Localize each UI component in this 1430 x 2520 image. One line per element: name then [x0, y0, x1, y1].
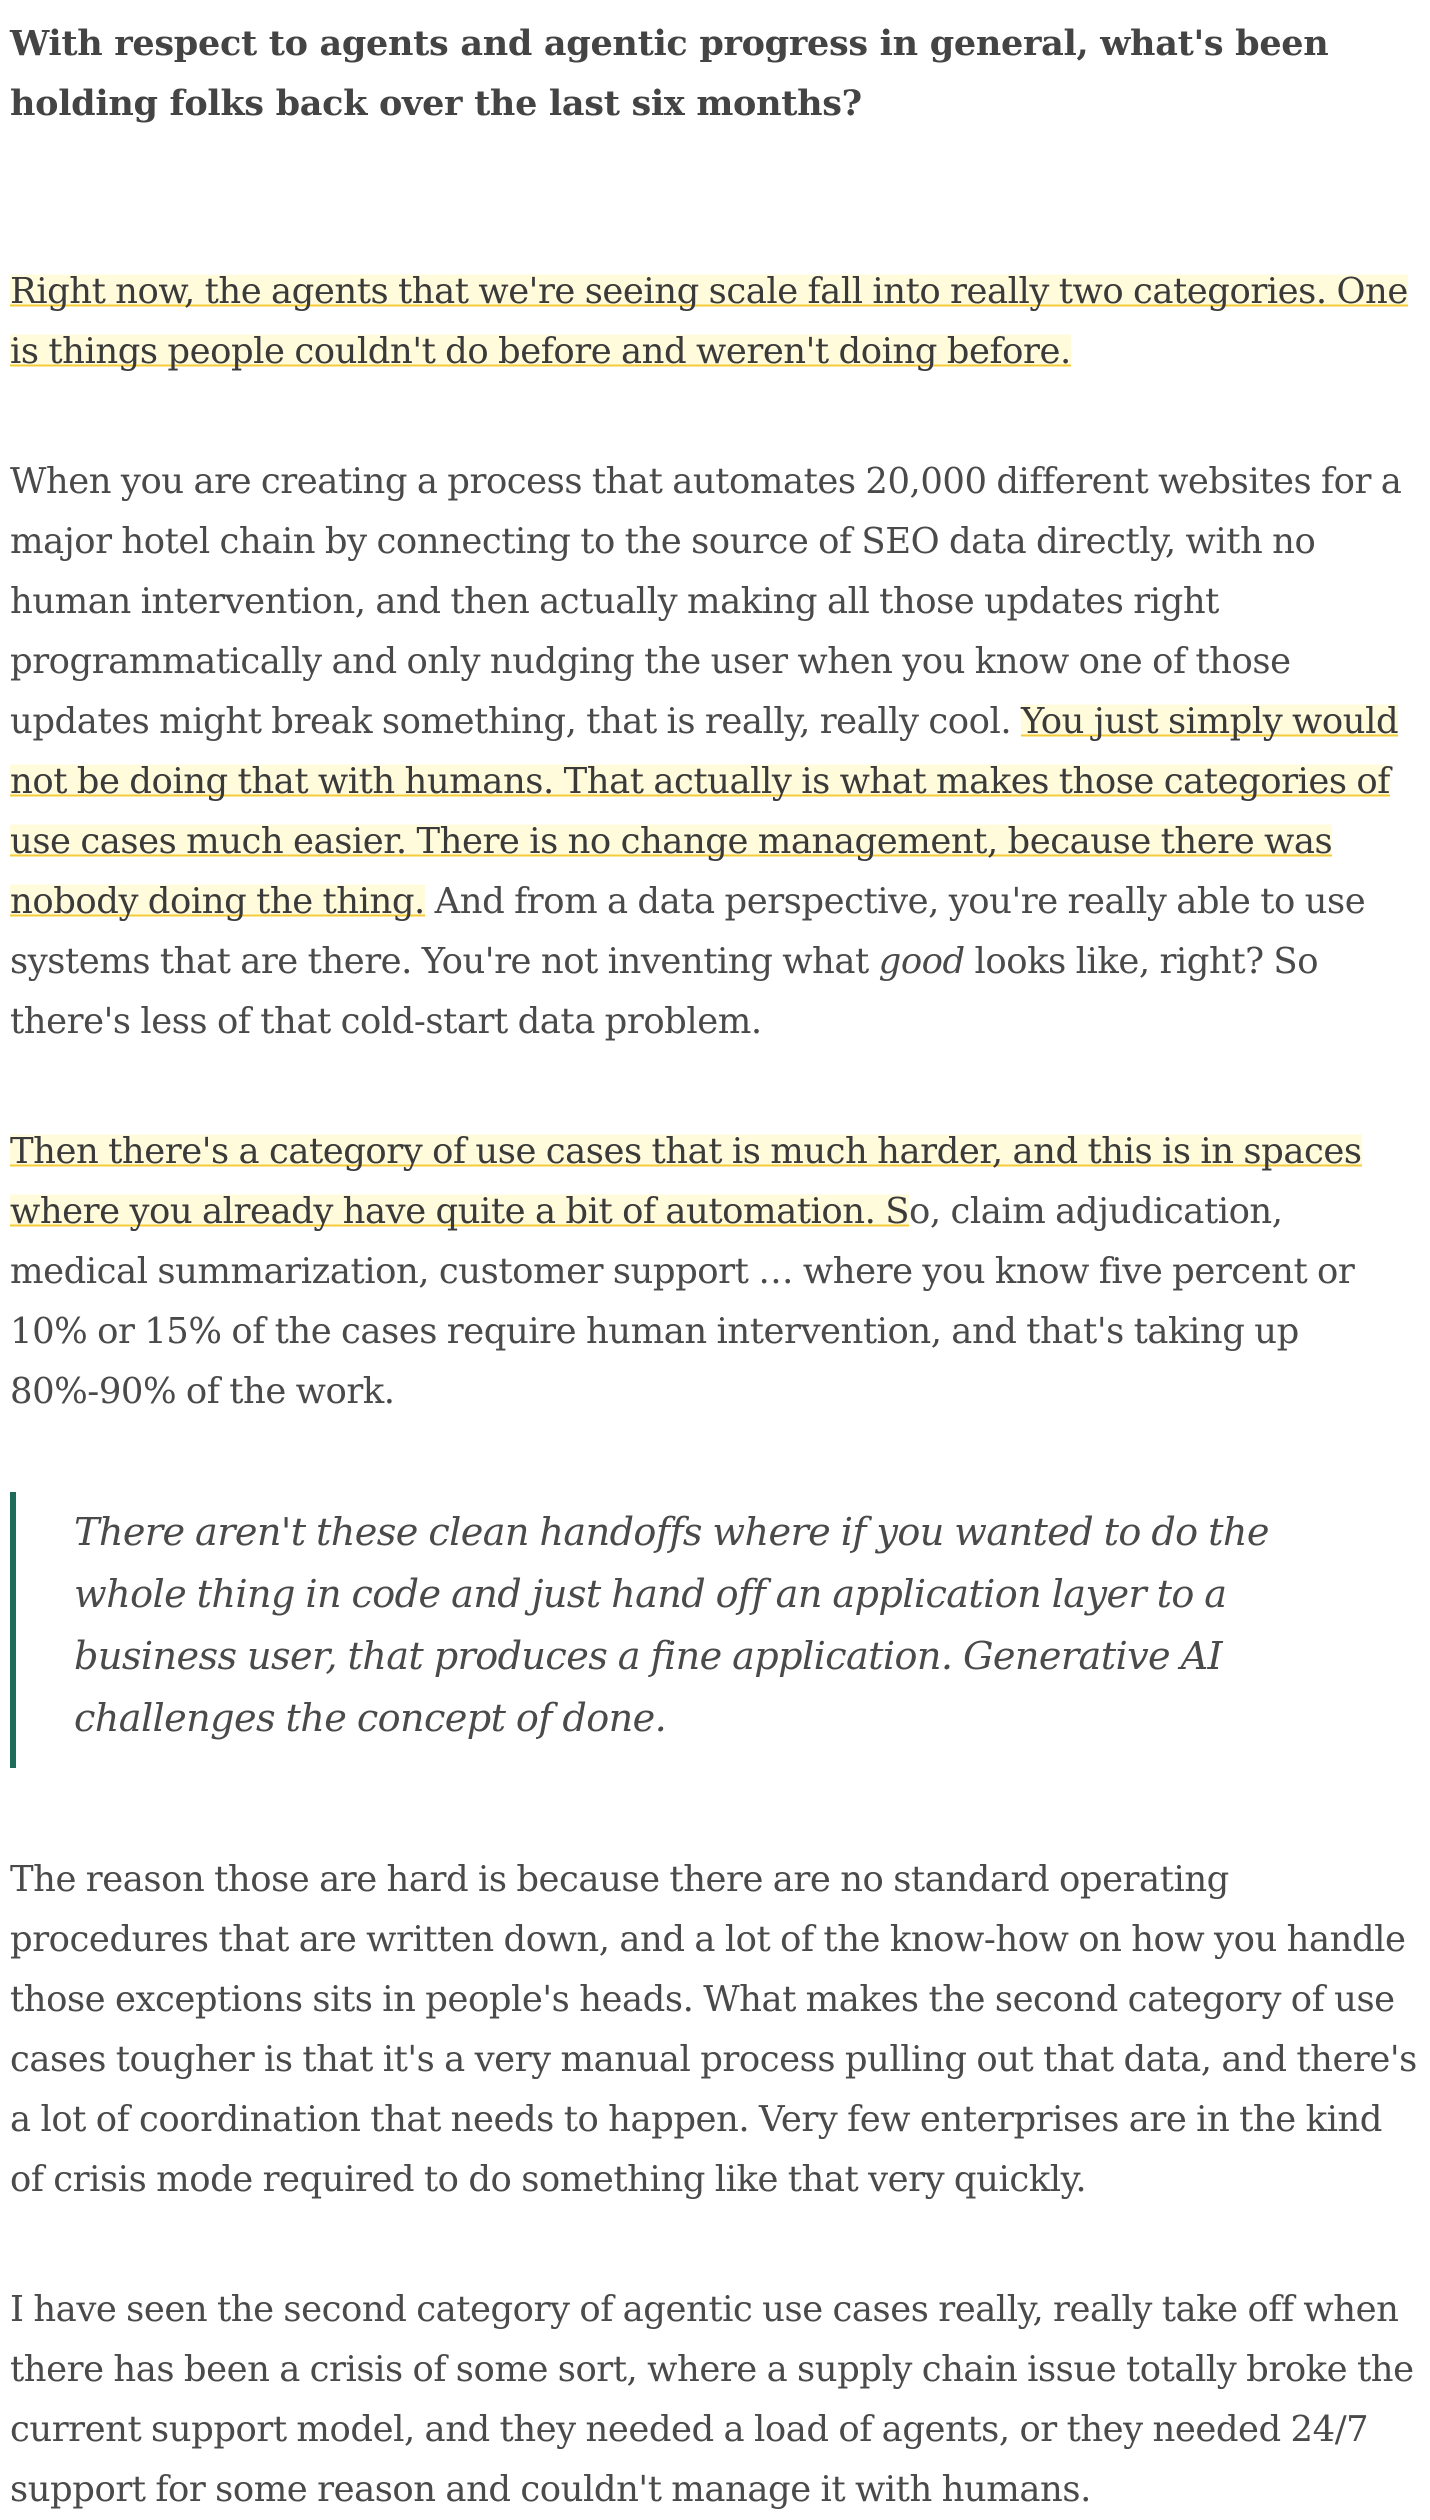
paragraph-text: o, claim adjudication, medical summarization, customer support … where you know five percent or 10% or 15% of the cases require human intervention, and that's taking up 80%-90% of the work.: [10, 1191, 1355, 1412]
paragraph-2: [10, 452, 1422, 1052]
paragraph-3: [10, 1122, 1422, 1422]
highlighted-text[interactable]: You just simply would not be doing that with humans. That actually is what makes those categories of use cases much easier. There is no change management, because there was nobody doing the thing.: [10, 701, 1399, 922]
paragraph-text: looks like, right? So there's less of that cold-start data problem.: [10, 941, 1319, 1042]
emphasis-text: good: [878, 941, 965, 982]
pull-quote: [10, 1492, 1382, 1768]
article-body: [10, 0, 1422, 2520]
paragraph-text: When you are creating a process that automates 20,000 different websites for a major hotel chain by connecting to the source of SEO data directly, with no human intervention, and then actually making all those updates right programmatically and only nudging the user when you know one of those updates might break something, that is really, really cool.: [10, 461, 1402, 742]
paragraph-5: I have seen the second category of agentic use cases really, really take off when there has been a crisis of some sort, where a supply chain issue totally broke the current support model, and they needed a load of agents, or they needed 24/7 support for some reason and couldn't manage it with humans.: [10, 2289, 1414, 2510]
paragraph-1: [10, 262, 1422, 382]
highlighted-text[interactable]: Right now, the agents that we're seeing scale fall into really two categories. One is things people couldn't do before and weren't doing before.: [10, 271, 1408, 372]
paragraph-text: And from a data perspective, you're really able to use systems that are there. You're not inventing what: [10, 881, 1366, 982]
interview-question: With respect to agents and agentic progress in general, what's been holding folks back over the last six months?: [10, 23, 1329, 124]
paragraph-4: The reason those are hard is because there are no standard operating procedures that are written down, and a lot of the know-how on how you handle those exceptions sits in people's heads. What makes the second category of use cases tougher is that it's a very manual process pulling out that data, and there's a lot of coordination that needs to happen. Very few enterprises are in the kind of crisis mode required to do something like that very quickly.: [10, 1859, 1417, 2200]
highlighted-text[interactable]: Then there's a category of use cases that is much harder, and this is in spaces where you already have quite a bit of automation. S: [10, 1131, 1362, 1232]
pull-quote-text: There aren't these clean handoffs where if you wanted to do the whole thing in code and just hand off an application layer to a business user, that produces a fine application. Generative AI challenges the concept of done.: [74, 1511, 1269, 1741]
